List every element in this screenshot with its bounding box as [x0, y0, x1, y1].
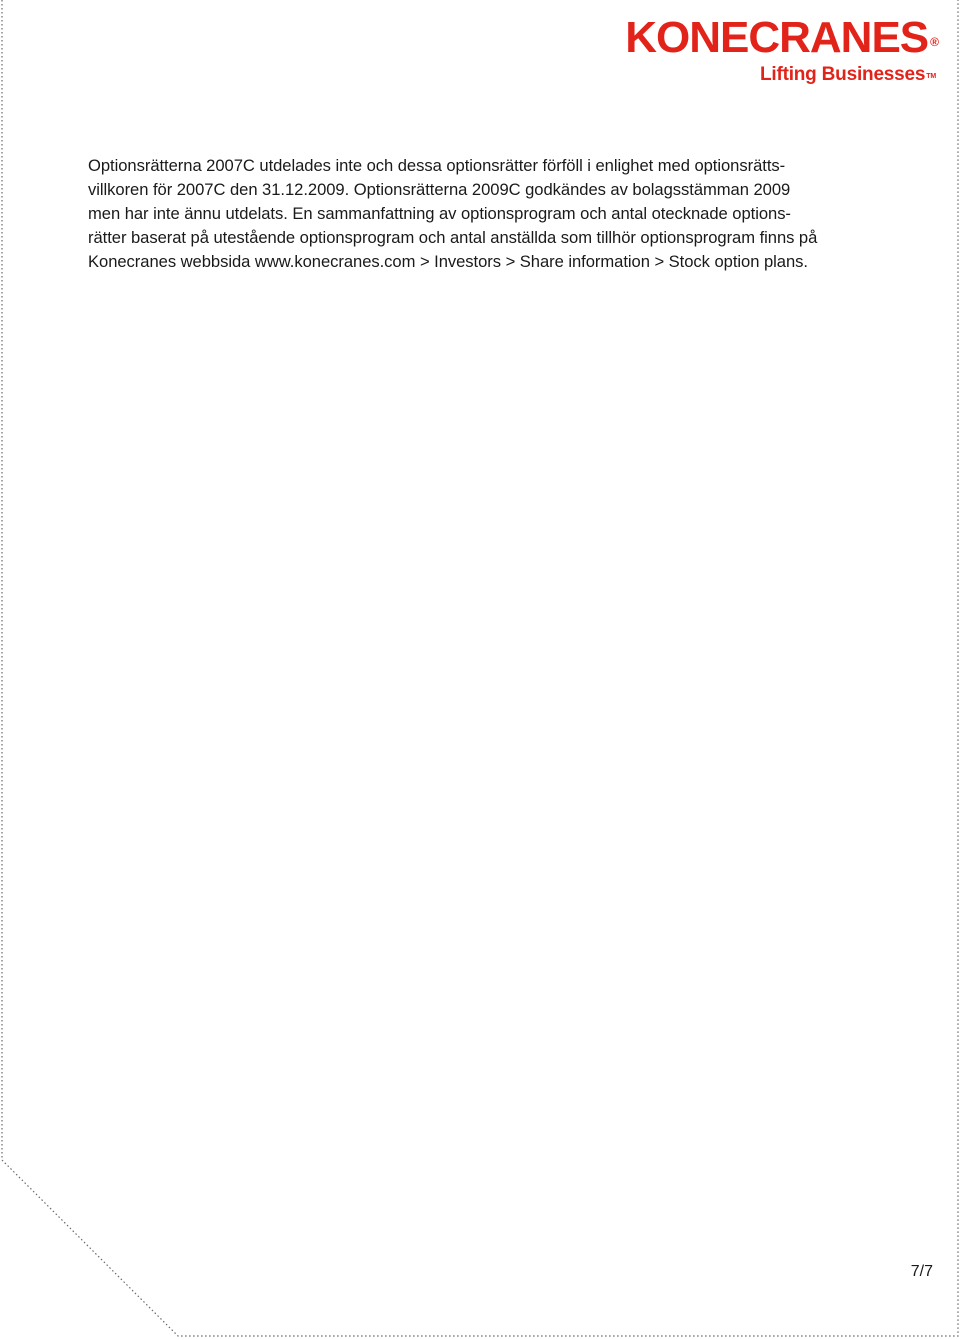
body-paragraph	[88, 154, 936, 274]
paragraph-line: men har inte ännu utdelats. En sammanfattning av optionsprogram och antal otecknade options-	[88, 204, 791, 223]
logo-wordmark	[625, 14, 938, 62]
konecranes-logo	[588, 14, 938, 90]
trademark-mark: TM	[926, 73, 936, 80]
logo-tagline-text: Lifting Businesses	[759, 64, 926, 85]
registered-mark: ®	[930, 35, 938, 49]
logo-wordmark-text: KONECRANES	[625, 13, 929, 62]
logo-tagline	[760, 64, 936, 86]
paragraph-line: Konecranes webbsida www.konecranes.com > Investors > Share information > Stock option plans.	[88, 252, 808, 271]
paragraph-line: rätter baserat på utestående optionsprogram och antal anställda som tillhör optionsprogram finns på	[88, 228, 818, 247]
paragraph-line: villkoren för 2007C den 31.12.2009. Optionsrätterna 2009C godkändes av bolagsstämman 2009	[88, 180, 791, 199]
paragraph-line: Optionsrätterna 2007C utdelades inte och dessa optionsrätter förföll i enlighet med optionsrätts-	[88, 156, 786, 175]
page-number: 7/7	[910, 1263, 933, 1280]
